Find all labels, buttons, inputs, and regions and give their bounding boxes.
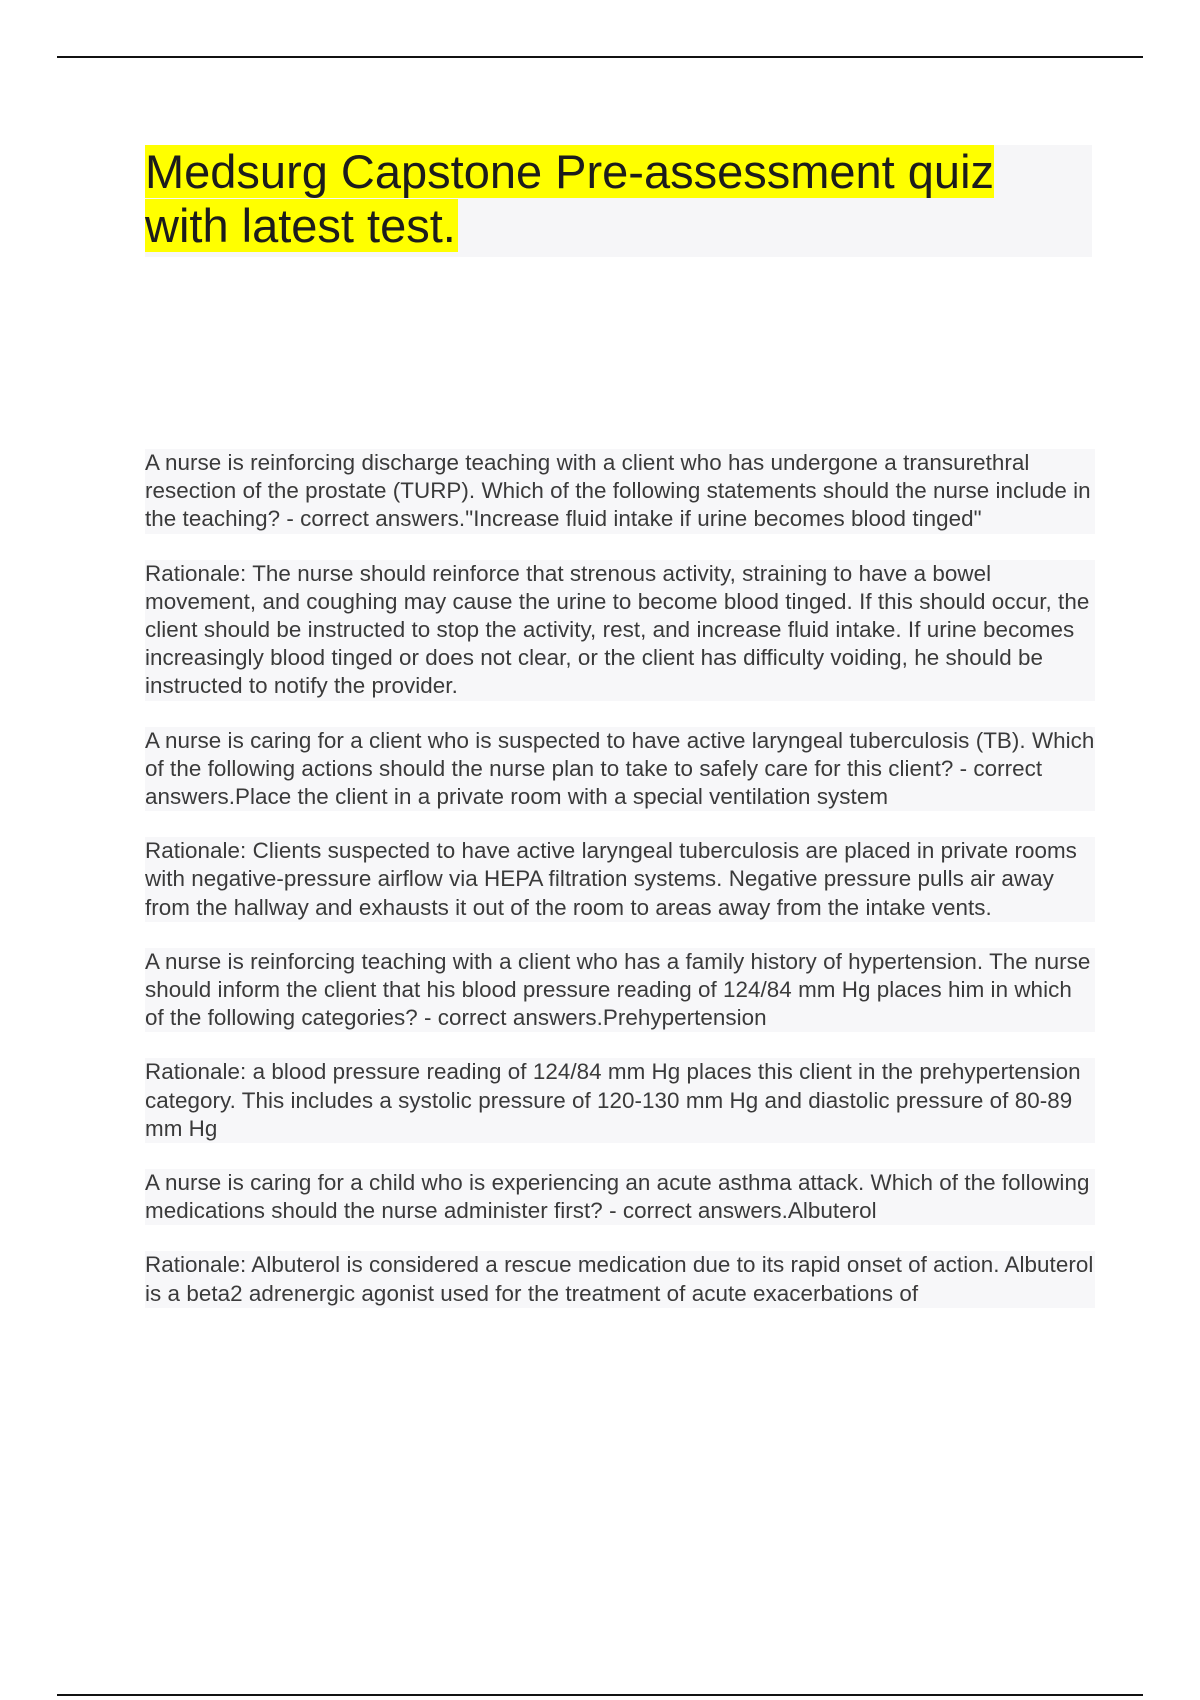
- question-paragraph-1: A nurse is reinforcing discharge teaching with a client who has undergone a transurethral resection of the prostate (TURP). Which of the following statements should the nurse include in the teaching? - correct answers."Increase fluid intake if urine becomes blood tinged": [145, 449, 1095, 534]
- title-block: [145, 145, 1092, 257]
- document-title: [145, 145, 1045, 253]
- top-horizontal-rule: [57, 56, 1143, 58]
- bottom-horizontal-rule: [57, 1694, 1143, 1696]
- rationale-paragraph-1: Rationale: The nurse should reinforce that strenous activity, straining to have a bowel movement, and coughing may cause the urine to become blood tinged. If this should occur, the client should be instructed to stop the activity, rest, and increase fluid intake. If urine becomes increasingly blood tinged or does not clear, or the client has difficulty voiding, he should be instructed to notify the provider.: [145, 560, 1095, 701]
- question-paragraph-4: A nurse is caring for a child who is experiencing an acute asthma attack. Which of the following medications should the nurse administer first? - correct answers.Albuterol: [145, 1169, 1095, 1225]
- rationale-paragraph-2: Rationale: Clients suspected to have active laryngeal tuberculosis are placed in private rooms with negative-pressure airflow via HEPA filtration systems. Negative pressure pulls air away from the hallway and exhausts it out of the room to areas away from the intake vents.: [145, 837, 1095, 922]
- question-paragraph-3: A nurse is reinforcing teaching with a client who has a family history of hypertension. The nurse should inform the client that his blood pressure reading of 124/84 mm Hg places him in which of the following categories? - correct answers.Prehypertension: [145, 948, 1095, 1033]
- question-paragraph-2: A nurse is caring for a client who is suspected to have active laryngeal tuberculosis (TB). Which of the following actions should the nurse plan to take to safely care for this client? - correct answers.Place the client in a private room with a special ventilation system: [145, 727, 1095, 812]
- document-title-highlight: Medsurg Capstone Pre-assessment quiz with latest test.: [145, 145, 995, 252]
- rationale-paragraph-4: Rationale: Albuterol is considered a rescue medication due to its rapid onset of action. Albuterol is a beta2 adrenergic agonist used for the treatment of acute exacerbations of: [145, 1251, 1095, 1307]
- document-body: [145, 449, 1095, 1334]
- rationale-paragraph-3: Rationale: a blood pressure reading of 124/84 mm Hg places this client in the prehypertension category. This includes a systolic pressure of 120-130 mm Hg and diastolic pressure of 80-89 mm Hg: [145, 1058, 1095, 1143]
